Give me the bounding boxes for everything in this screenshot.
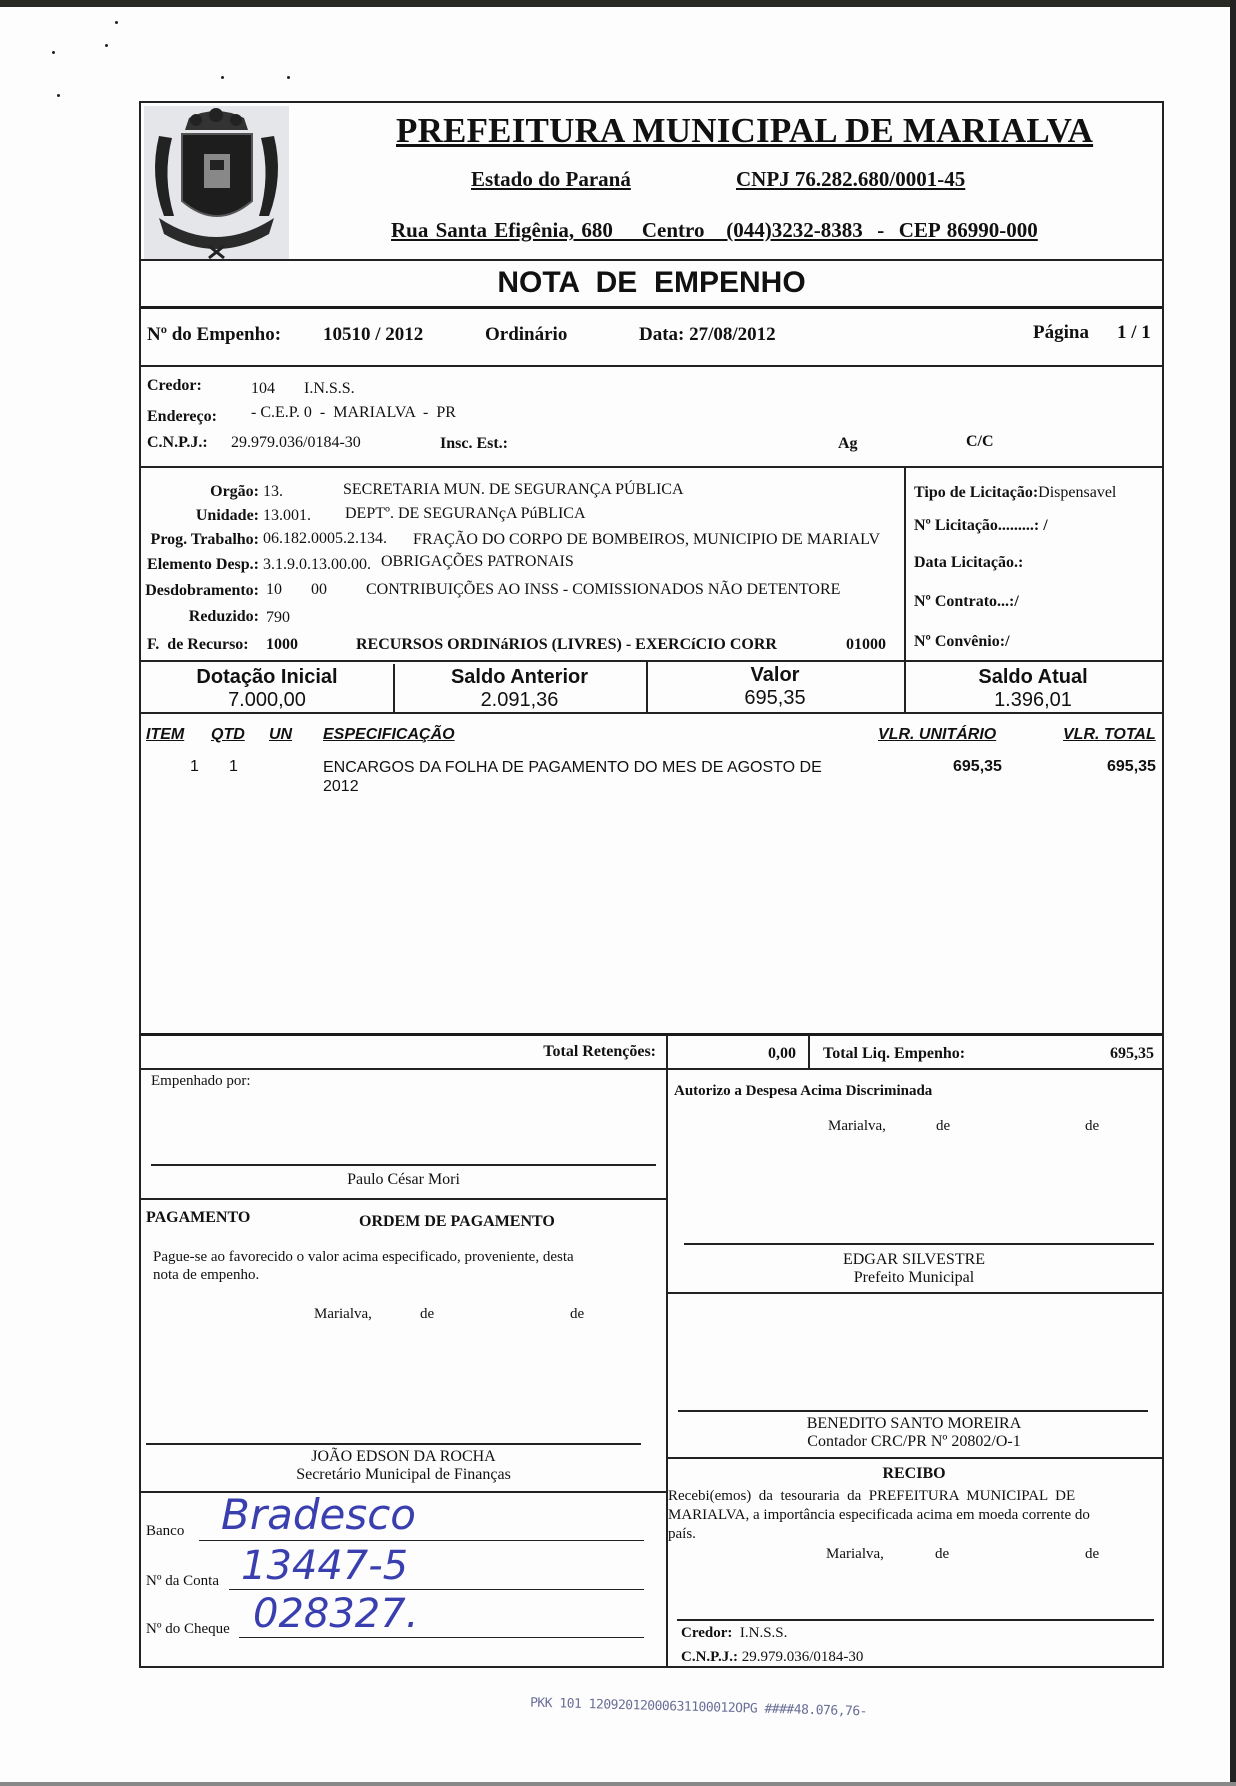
divider xyxy=(666,1457,1162,1459)
nota-de-empenho-form xyxy=(139,101,1164,1668)
recibo-cnpj xyxy=(681,1649,863,1666)
recibo-cnpj-label: C.N.P.J.: xyxy=(681,1649,738,1665)
elemento-name: OBRIGAÇÕES PATRONAIS xyxy=(381,553,574,570)
signature-line xyxy=(151,1164,656,1166)
prog-trabalho-code: 06.182.0005.2.134. xyxy=(263,530,387,547)
insc-est-label: Insc. Est.: xyxy=(440,435,509,452)
pagamento-de-1: de xyxy=(420,1306,435,1322)
item-especificacao xyxy=(323,758,822,796)
total-liq-value: 695,35 xyxy=(1110,1045,1154,1062)
divider xyxy=(141,365,1162,367)
total-label: Saldo Anterior xyxy=(450,666,589,688)
orgao-code: 13. xyxy=(263,483,283,500)
total-liq-label: Total Liq. Empenho: xyxy=(823,1045,966,1062)
prefeito-signer xyxy=(666,1251,1162,1287)
credor-code: 104 xyxy=(251,380,275,397)
orgao-name: SECRETARIA MUN. DE SEGURANÇA PÚBLICA xyxy=(343,481,684,498)
total-value: 1.396,01 xyxy=(994,689,1072,711)
signer-role: Contador CRC/PR Nº 20802/O-1 xyxy=(807,1433,1021,1450)
pagamento-signer xyxy=(141,1448,666,1484)
total-label: Valor xyxy=(750,664,800,686)
divider xyxy=(904,466,906,660)
total-label: Saldo Atual xyxy=(978,666,1088,688)
municipality-title: PREFEITURA MUNICIPAL DE MARIALVA xyxy=(396,111,1094,150)
elemento-code: 3.1.9.0.13.00.00. xyxy=(263,556,371,573)
total-value: 2.091,36 xyxy=(480,689,559,711)
bank-authentication-stamp: PKK 101 12092012000631100012OPG ####48.076,76- xyxy=(529,1695,868,1720)
recurso-label: F. de Recurso: xyxy=(147,636,249,653)
state-name: Estado do Paraná xyxy=(471,167,631,191)
ordem-de-pagamento-title: ORDEM DE PAGAMENTO xyxy=(359,1213,555,1230)
prog-trabalho-name: FRAÇÃO DO CORPO DE BOMBEIROS, MUNICIPIO DE MARIALV xyxy=(413,531,881,548)
column-header-vlr-unitario: VLR. UNITÁRIO xyxy=(878,726,997,743)
total-retencoes-value: 0,00 xyxy=(768,1045,796,1062)
scan-speck xyxy=(115,21,118,24)
empenhado-por-label: Empenhado por: xyxy=(151,1073,251,1089)
recurso-code-2: 01000 xyxy=(846,636,886,653)
recibo-title: RECIBO xyxy=(882,1465,946,1482)
credor-name: I.N.S.S. xyxy=(304,380,355,397)
signature-line xyxy=(677,1619,1154,1621)
cheque-label: Nº do Cheque xyxy=(146,1621,230,1637)
tipo-licitacao-value: Dispensavel xyxy=(1038,484,1117,501)
divider xyxy=(141,466,1162,468)
signer-name: BENEDITO SANTO MOREIRA xyxy=(806,1415,1022,1432)
numero-contrato: Nº Contrato...:/ xyxy=(914,593,1019,610)
orgao-label: Orgão: xyxy=(210,483,259,500)
pagamento-place: Marialva, xyxy=(314,1306,372,1322)
credor-address-label: Endereço: xyxy=(147,408,217,425)
contador-signer xyxy=(666,1415,1162,1451)
scan-speck xyxy=(52,51,55,54)
credor-cnpj-label: C.N.P.J.: xyxy=(147,434,208,451)
ag-label: Ag xyxy=(838,435,858,452)
signature-line xyxy=(684,1243,1154,1245)
conta-label: Nº da Conta xyxy=(146,1573,219,1589)
item-qtd: 1 xyxy=(229,758,238,775)
signature-line xyxy=(678,1410,1148,1412)
scan-speck xyxy=(287,76,290,79)
unidade-code: 13.001. xyxy=(263,507,311,524)
tipo-licitacao xyxy=(914,484,1116,502)
recurso-name: RECURSOS ORDINáRIOS (LIVRES) - EXERCíCIO CORR xyxy=(356,636,777,653)
signer-name: EDGAR SILVESTRE xyxy=(842,1251,986,1268)
autorizo-title: Autorizo a Despesa Acima Discriminada xyxy=(674,1083,933,1099)
total-valor xyxy=(646,664,904,710)
conta-line xyxy=(229,1589,644,1590)
scan-edge-bottom xyxy=(0,1782,1236,1786)
recibo-credor-label: Credor: xyxy=(681,1625,733,1641)
recibo-text xyxy=(668,1487,1158,1544)
divider xyxy=(808,1035,810,1068)
autorizo-de-1: de xyxy=(936,1118,951,1134)
divider xyxy=(141,259,1162,261)
item-vlr-total: 695,35 xyxy=(1107,758,1156,775)
scan-edge-top xyxy=(0,0,1236,7)
credor-label: Credor: xyxy=(147,377,202,394)
credor-address: - C.E.P. 0 - MARIALVA - PR xyxy=(251,404,456,421)
data-licitacao: Data Licitação.: xyxy=(914,554,1024,571)
numero-convenio: Nº Convênio:/ xyxy=(914,633,1010,650)
empenho-number: 10510 / 2012 xyxy=(323,324,424,345)
item-number: 1 xyxy=(190,758,199,775)
recibo-de-2: de xyxy=(1085,1546,1100,1562)
divider xyxy=(141,306,1162,309)
unidade-name: DEPTº. DE SEGURANçA PúBLICA xyxy=(345,505,586,522)
pagamento-label: PAGAMENTO xyxy=(146,1209,251,1226)
scan-edge-right xyxy=(1230,0,1236,1786)
pagamento-text-line: nota de empenho. xyxy=(153,1267,260,1283)
tipo-licitacao-label: Tipo de Licitação: xyxy=(914,484,1039,501)
recibo-text-line: país. xyxy=(668,1526,696,1542)
total-value: 7.000,00 xyxy=(228,689,306,711)
numero-licitacao: Nº Licitação.........: / xyxy=(914,517,1048,534)
empenho-type: Ordinário xyxy=(485,324,568,345)
document-title: NOTA DE EMPENHO xyxy=(497,266,806,299)
reduzido-value: 790 xyxy=(266,609,290,626)
signer-name: JOÃO EDSON DA ROCHA xyxy=(311,1448,496,1465)
recurso-code: 1000 xyxy=(266,636,298,653)
column-header-item: ITEM xyxy=(146,726,185,743)
item-vlr-unitario: 695,35 xyxy=(953,758,1002,775)
municipality-cnpj: CNPJ 76.282.680/0001-45 xyxy=(736,167,966,191)
pagamento-text xyxy=(153,1248,574,1284)
cheque-line xyxy=(239,1637,644,1638)
banco-value[interactable]: Bradesco xyxy=(221,1490,416,1539)
empenhado-por-name: Paulo César Mori xyxy=(347,1171,460,1188)
table-row xyxy=(141,758,1162,798)
recibo-de-1: de xyxy=(935,1546,950,1562)
recibo-cnpj-value: 29.979.036/0184-30 xyxy=(741,1649,864,1665)
recibo-credor-value: I.N.S.S. xyxy=(739,1625,788,1641)
empenho-date: Data: 27/08/2012 xyxy=(639,324,776,345)
total-retencoes-label: Total Retenções: xyxy=(543,1043,656,1060)
divider xyxy=(141,712,1162,714)
item-spec-line: ENCARGOS DA FOLHA DE PAGAMENTO DO MES DE AGOSTO DE xyxy=(323,759,822,776)
scan-speck xyxy=(105,44,108,47)
banco-line xyxy=(199,1540,644,1541)
desdobramento-code-2: 00 xyxy=(311,581,327,598)
recibo-text-line: MARIALVA, a importância especificada acima em moeda corrente do xyxy=(668,1507,1090,1523)
cheque-value[interactable]: 028327. xyxy=(253,1591,419,1637)
recibo-text-line: Recebi(emos) da tesouraria da PREFEITURA MUNICIPAL DE xyxy=(668,1488,1076,1504)
conta-value[interactable]: 13447-5 xyxy=(241,1543,409,1589)
total-saldo-anterior xyxy=(393,666,646,712)
column-header-especificacao: ESPECIFICAÇÃO xyxy=(323,726,455,743)
signer-role: Prefeito Municipal xyxy=(853,1269,975,1286)
divider xyxy=(141,1198,666,1200)
elemento-label: Elemento Desp.: xyxy=(147,556,259,573)
empenho-number-label: Nº do Empenho: xyxy=(147,324,282,345)
recibo-place: Marialva, xyxy=(826,1546,884,1562)
desdobramento-code-1: 10 xyxy=(266,581,282,598)
pagamento-de-2: de xyxy=(570,1306,585,1322)
page-number: 1 / 1 xyxy=(1117,322,1151,343)
pagamento-text-line: Pague-se ao favorecido o valor acima especificado, proveniente, desta xyxy=(153,1249,574,1265)
credor-cnpj: 29.979.036/0184-30 xyxy=(231,434,361,451)
column-header-qtd: QTD xyxy=(211,726,245,743)
reduzido-label: Reduzido: xyxy=(188,608,259,625)
signature-line xyxy=(146,1443,641,1445)
autorizo-de-2: de xyxy=(1085,1118,1100,1134)
desdobramento-label: Desdobramento: xyxy=(145,582,259,599)
divider xyxy=(141,1033,1162,1036)
scan-speck xyxy=(221,76,224,79)
banco-label: Banco xyxy=(146,1523,185,1539)
item-spec-line: 2012 xyxy=(323,778,359,795)
total-saldo-atual xyxy=(904,666,1162,712)
signer-role: Secretário Municipal de Finanças xyxy=(296,1466,511,1483)
total-dotacao-inicial xyxy=(141,666,393,712)
scan-speck xyxy=(57,94,60,97)
unidade-label: Unidade: xyxy=(195,507,259,524)
desdobramento-name: CONTRIBUIÇÕES AO INSS - COMISSIONADOS NÃO DETENTORE xyxy=(366,581,841,598)
divider xyxy=(666,1068,668,1666)
page-label: Página xyxy=(1033,322,1089,343)
recibo-credor xyxy=(681,1625,787,1642)
prog-trabalho-label: Prog. Trabalho: xyxy=(150,531,259,548)
divider xyxy=(141,660,1162,662)
municipal-coat-of-arms-icon xyxy=(144,106,289,261)
divider xyxy=(666,1035,668,1068)
divider xyxy=(666,1292,1162,1294)
column-header-vlr-total: VLR. TOTAL xyxy=(1063,726,1156,743)
total-value: 695,35 xyxy=(744,687,806,709)
autorizo-place: Marialva, xyxy=(828,1118,886,1134)
total-label: Dotação Inicial xyxy=(196,666,338,688)
cc-label: C/C xyxy=(966,433,994,450)
column-header-un: UN xyxy=(269,726,293,743)
municipality-address: Rua Santa Efigênia, 680 Centro (044)3232-8383 - CEP 86990-000 xyxy=(391,218,1038,242)
divider xyxy=(141,1068,1162,1070)
